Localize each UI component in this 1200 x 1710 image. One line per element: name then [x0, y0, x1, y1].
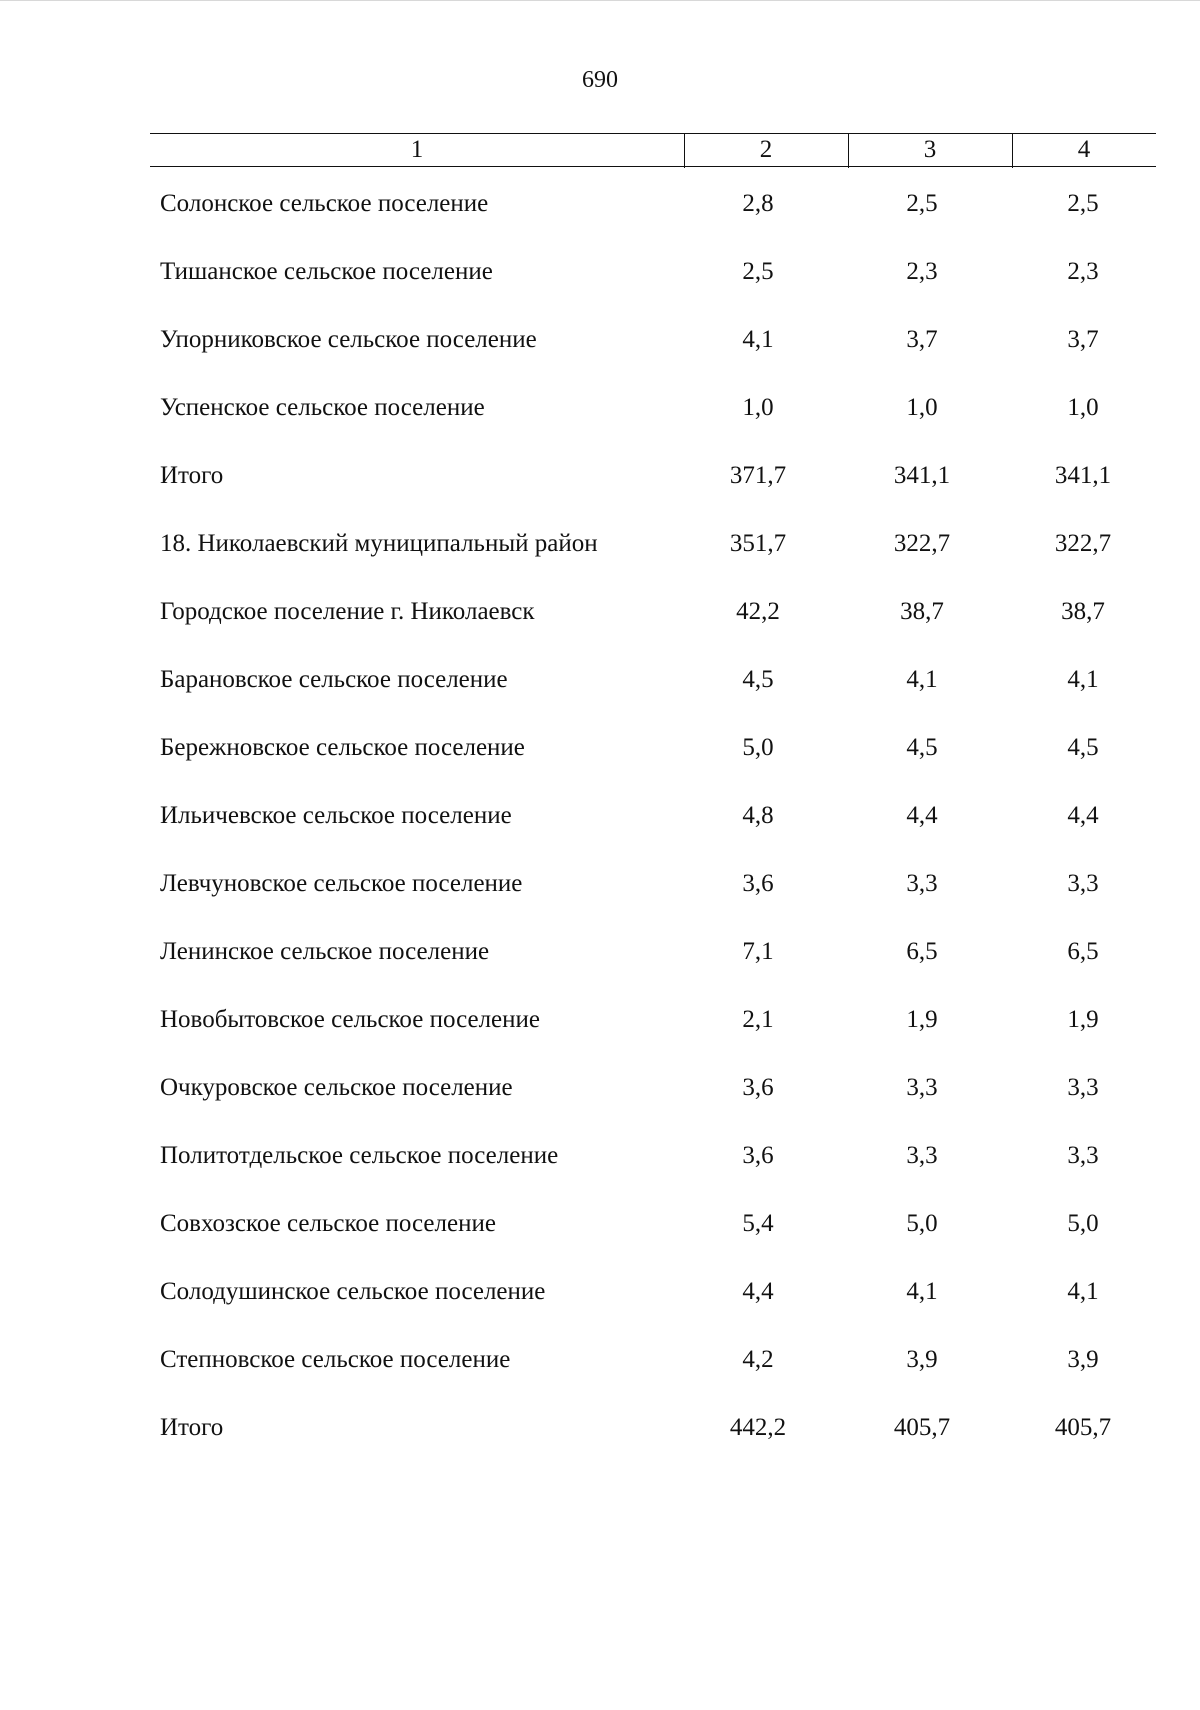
row-name: Очкуровское сельское поселение [160, 1074, 513, 1101]
row-name: Итого [160, 462, 224, 489]
row-value-col2: 4,5 [742, 666, 774, 693]
row-value-col2: 3,6 [742, 870, 774, 897]
row-name: Итого [160, 1414, 224, 1441]
row-name: Совхозское сельское поселение [160, 1210, 496, 1237]
row-value-col3: 3,7 [906, 326, 938, 353]
row-value-col3: 3,3 [906, 1074, 938, 1101]
row-name: Городское поселение г. Николаевск [160, 598, 535, 625]
row-value-col2: 3,6 [742, 1074, 774, 1101]
row-name: Тишанское сельское поселение [160, 258, 493, 285]
row-value-col2: 351,7 [729, 530, 787, 557]
row-value-col4: 38,7 [1061, 598, 1105, 625]
row-value-col3: 2,5 [906, 190, 938, 217]
row-value-col4: 3,7 [1067, 326, 1099, 353]
row-value-col4: 322,7 [1054, 530, 1112, 557]
row-value-col2: 371,7 [729, 462, 787, 489]
row-value-col4: 6,5 [1067, 938, 1099, 965]
row-value-col4: 4,1 [1067, 1278, 1099, 1305]
header-cell-2: 2 [759, 136, 773, 163]
row-value-col2: 5,0 [742, 734, 774, 761]
row-value-col2: 3,6 [742, 1142, 774, 1169]
row-value-col2: 2,8 [742, 190, 774, 217]
row-value-col3: 341,1 [893, 462, 951, 489]
row-name: Ильичевское сельское поселение [160, 802, 512, 829]
row-name: Политотдельское сельское поселение [160, 1142, 559, 1169]
row-value-col3: 4,1 [906, 1278, 938, 1305]
header-cell-4: 4 [1077, 136, 1091, 163]
row-value-col4: 5,0 [1067, 1210, 1099, 1237]
row-value-col4: 405,7 [1054, 1414, 1112, 1441]
row-name: Бережновское сельское поселение [160, 734, 525, 761]
row-value-col3: 5,0 [906, 1210, 938, 1237]
row-value-col2: 442,2 [729, 1414, 787, 1441]
row-name: 18. Николаевский муниципальный район [160, 530, 598, 557]
table-row [0, 1002, 1200, 1038]
row-name: Ленинское сельское поселение [160, 938, 490, 965]
row-value-col3: 2,3 [906, 258, 938, 285]
table-row [0, 186, 1200, 222]
row-name: Новобытовское сельское поселение [160, 1006, 541, 1033]
row-value-col4: 3,3 [1067, 870, 1099, 897]
table-row [0, 1206, 1200, 1242]
row-value-col2: 4,1 [742, 326, 774, 353]
row-value-col3: 3,9 [906, 1346, 938, 1373]
row-name: Солонское сельское поселение [160, 190, 489, 217]
row-value-col3: 38,7 [900, 598, 944, 625]
row-value-col2: 4,2 [742, 1346, 774, 1373]
table-row-district [0, 526, 1200, 562]
table-row [0, 390, 1200, 426]
row-value-col4: 3,9 [1067, 1346, 1099, 1373]
table-row [0, 1070, 1200, 1106]
row-name: Упорниковское сельское поселение [160, 326, 537, 353]
row-value-col2: 2,5 [742, 258, 774, 285]
row-value-col3: 4,1 [906, 666, 938, 693]
row-value-col4: 2,5 [1067, 190, 1099, 217]
table-row [0, 934, 1200, 970]
row-name: Солодушинское сельское поселение [160, 1278, 546, 1305]
row-value-col2: 7,1 [742, 938, 774, 965]
row-value-col4: 4,1 [1067, 666, 1099, 693]
table-row [0, 594, 1200, 630]
table-row-total [0, 1410, 1200, 1446]
row-value-col4: 1,9 [1067, 1006, 1099, 1033]
row-value-col2: 4,8 [742, 802, 774, 829]
row-value-col3: 3,3 [906, 1142, 938, 1169]
row-value-col3: 1,9 [906, 1006, 938, 1033]
table-row [0, 866, 1200, 902]
row-name: Успенское сельское поселение [160, 394, 485, 421]
row-value-col3: 3,3 [906, 870, 938, 897]
table-row [0, 730, 1200, 766]
row-value-col4: 2,3 [1067, 258, 1099, 285]
table-row [0, 322, 1200, 358]
row-name: Степновское сельское поселение [160, 1346, 511, 1373]
row-value-col3: 4,4 [906, 802, 938, 829]
row-value-col4: 4,5 [1067, 734, 1099, 761]
header-bottom-rule [150, 166, 1156, 167]
row-value-col4: 4,4 [1067, 802, 1099, 829]
header-cell-1: 1 [410, 136, 424, 163]
row-value-col4: 1,0 [1067, 394, 1099, 421]
table-row [0, 1274, 1200, 1310]
table-row [0, 1342, 1200, 1378]
row-name: Барановское сельское поселение [160, 666, 508, 693]
row-value-col4: 3,3 [1067, 1142, 1099, 1169]
table-row [0, 254, 1200, 290]
table-row-total [0, 458, 1200, 494]
row-value-col4: 341,1 [1054, 462, 1112, 489]
table-row [0, 662, 1200, 698]
row-value-col3: 6,5 [906, 938, 938, 965]
row-value-col2: 5,4 [742, 1210, 774, 1237]
row-value-col3: 405,7 [893, 1414, 951, 1441]
row-value-col2: 42,2 [736, 598, 780, 625]
table-row [0, 798, 1200, 834]
row-name: Левчуновское сельское поселение [160, 870, 523, 897]
page-number: 690 [582, 67, 618, 93]
row-value-col2: 4,4 [742, 1278, 774, 1305]
page-top-edge [0, 0, 1200, 1]
row-value-col4: 3,3 [1067, 1074, 1099, 1101]
row-value-col2: 1,0 [742, 394, 774, 421]
row-value-col3: 4,5 [906, 734, 938, 761]
table-row [0, 1138, 1200, 1174]
row-value-col3: 1,0 [906, 394, 938, 421]
header-cell-3: 3 [923, 136, 937, 163]
row-value-col3: 322,7 [893, 530, 951, 557]
row-value-col2: 2,1 [742, 1006, 774, 1033]
